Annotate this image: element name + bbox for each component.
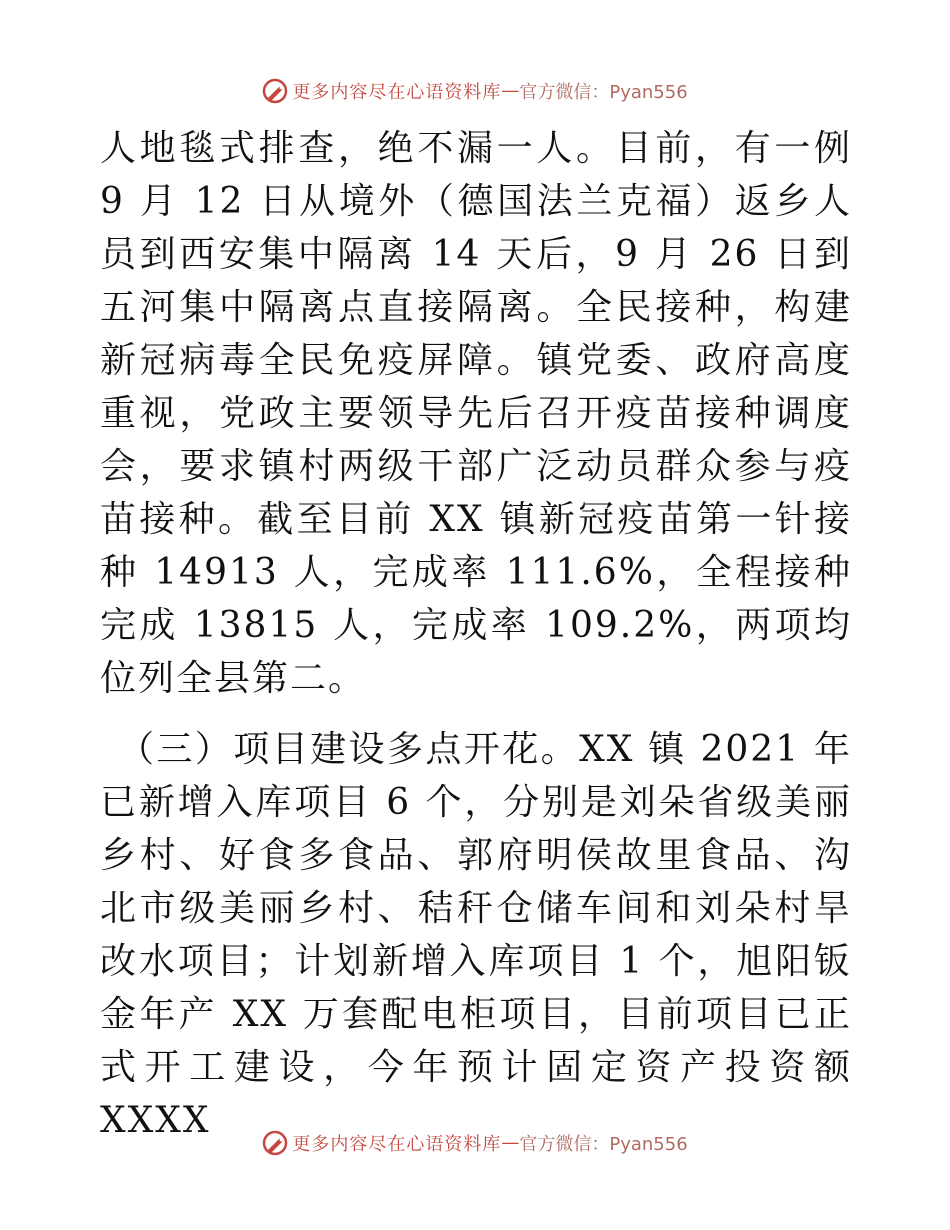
header-brand-text: 更多内容尽在心语资料库 bbox=[292, 82, 502, 103]
footer-brand-text: 更多内容尽在心语资料库 bbox=[292, 1134, 502, 1155]
pen-logo-icon bbox=[262, 1130, 288, 1156]
paragraph-projects: （三）项目建设多点开花。XX 镇 2021 年已新增入库项目 6 个，分别是刘朵省级美丽乡村、好食多食品、郭府明侯故里食品、沟北市级美丽乡村、秸秆仓储车间和刘朵村旱改水项目；计划新增入库项目 1 个，旭阳钣金年产 XX 万套配电柜项目，目前项目已正式开工建设，今年预计固定资产投资额 XXXX bbox=[100, 729, 852, 1141]
footer-separator: — bbox=[501, 1132, 520, 1154]
footer-contact-text: 官方微信：Pyan556 bbox=[519, 1134, 688, 1155]
header-banner bbox=[0, 78, 950, 104]
footer-banner bbox=[0, 1130, 950, 1156]
paragraph-epidemic: 人地毯式排查，绝不漏一人。目前，有一例 9 月 12 日从境外（德国法兰克福）返乡人员到西安集中隔离 14 天后，9 月 26 日到五河集中隔离点直接隔离。全民接种，构建新冠病毒全民免疫屏障。镇党委、政府高度重视，党政主要领导先后召开疫苗接种调度会，要求镇村两级干部广泛动员群众参与疫苗接种。截至目前 XX 镇新冠疫苗第一针接种 14913 人，完成率 111.6%，全程接种完成 13815 人，完成率 109.2%，两项均位列全县第二。 bbox=[100, 128, 852, 699]
header-contact-text: 官方微信：Pyan556 bbox=[519, 82, 688, 103]
pen-logo-icon bbox=[262, 78, 288, 104]
header-separator: — bbox=[501, 80, 520, 102]
document-body bbox=[100, 122, 852, 1147]
